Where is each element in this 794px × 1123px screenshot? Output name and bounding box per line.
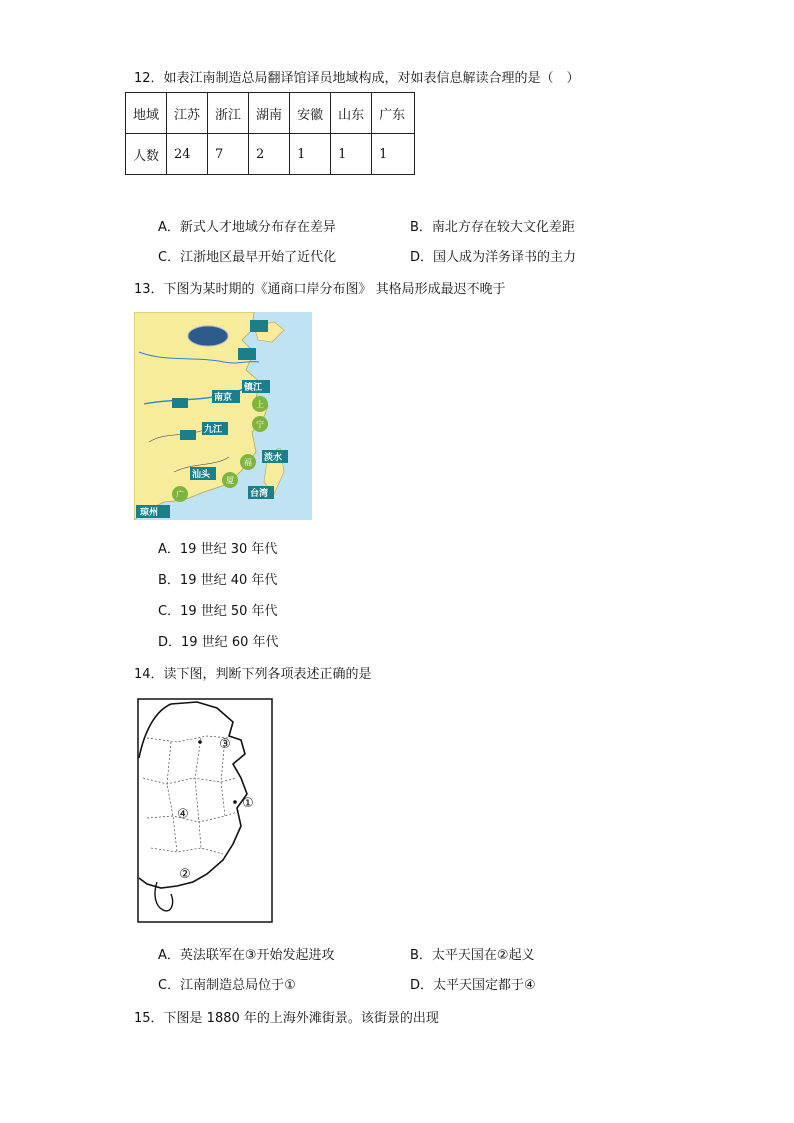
port-label-zhenjiang: 镇江	[244, 382, 263, 392]
q14-option-c[interactable]: C．江南制造总局位于①	[158, 978, 296, 993]
table-cell: 广东	[372, 93, 415, 134]
question-15-stem: 15．下图是 1880 年的上海外滩街景。该街景的出现	[134, 1011, 439, 1026]
port-label-box	[172, 398, 188, 408]
marker-1: ①	[242, 796, 254, 811]
table-cell: 7	[208, 134, 249, 175]
port-label-taiwan: 台湾	[250, 488, 269, 498]
q13-option-d[interactable]: D．19 世纪 60 年代	[158, 635, 279, 650]
question-12-stem: 12．如表江南制造总局翻译馆译员地域构成，对如表信息解读合理的是（ ）	[134, 71, 580, 86]
q13-option-c[interactable]: C．19 世纪 50 年代	[158, 604, 278, 619]
port-marker-guangzhou: 广	[176, 490, 184, 499]
table-cell: 1	[290, 134, 331, 175]
table-row	[126, 93, 415, 134]
location-dot	[198, 740, 202, 744]
late-qing-outline-map	[137, 698, 273, 923]
q12-option-d[interactable]: D．国人成为洋务译书的主力	[410, 250, 577, 265]
port-label-box	[180, 430, 196, 440]
translator-region-table	[125, 92, 415, 175]
table-cell: 1	[372, 134, 415, 175]
q14-option-a[interactable]: A．英法联军在③开始发起进攻	[158, 948, 335, 963]
table-cell: 江苏	[167, 93, 208, 134]
table-cell: 人数	[126, 134, 167, 175]
marker-2: ②	[179, 867, 191, 882]
table-cell: 2	[249, 134, 290, 175]
treaty-ports-map-svg	[134, 312, 312, 520]
marker-4: ④	[177, 807, 189, 822]
table-cell: 浙江	[208, 93, 249, 134]
port-label-qiongzhou: 琼州	[140, 507, 159, 517]
marker-3: ③	[219, 737, 231, 752]
table-cell: 24	[167, 134, 208, 175]
port-label-nanjing: 南京	[214, 392, 233, 402]
question-13-stem: 13．下图为某时期的《通商口岸分布图》 其格局形成最迟不晚于	[134, 282, 506, 297]
port-label-shantou: 汕头	[192, 469, 211, 479]
port-marker-xiamen: 厦	[226, 476, 234, 485]
q13-option-b[interactable]: B．19 世纪 40 年代	[158, 573, 278, 588]
outline-map-svg	[137, 698, 273, 923]
port-marker-fuzhou: 福	[244, 458, 252, 467]
table-cell: 湖南	[249, 93, 290, 134]
table-row	[126, 134, 415, 175]
treaty-ports-map	[134, 312, 312, 520]
q14-option-b[interactable]: B．太平天国在②起义	[410, 948, 535, 963]
port-label-danshui: 淡水	[264, 452, 283, 462]
q12-option-a[interactable]: A．新式人才地域分布存在差异	[158, 220, 336, 235]
capital-region-icon	[188, 326, 228, 346]
q12-option-b[interactable]: B．南北方存在较大文化差距	[410, 220, 575, 235]
question-14-stem: 14．读下图，判断下列各项表述正确的是	[134, 667, 372, 682]
port-label-box	[250, 320, 268, 332]
port-label-jiujiang: 九江	[204, 424, 223, 434]
q14-option-d[interactable]: D．太平天国定都于④	[410, 978, 536, 993]
location-dot	[233, 800, 237, 804]
table-cell: 地域	[126, 93, 167, 134]
table-cell: 安徽	[290, 93, 331, 134]
table-cell: 1	[331, 134, 372, 175]
port-label-box	[238, 348, 256, 360]
port-marker-shanghai: 上	[256, 400, 264, 409]
port-marker-ningbo: 宁	[256, 420, 264, 429]
q13-option-a[interactable]: A．19 世纪 30 年代	[158, 542, 278, 557]
table-cell: 山东	[331, 93, 372, 134]
q12-option-c[interactable]: C．江浙地区最早开始了近代化	[158, 250, 337, 265]
